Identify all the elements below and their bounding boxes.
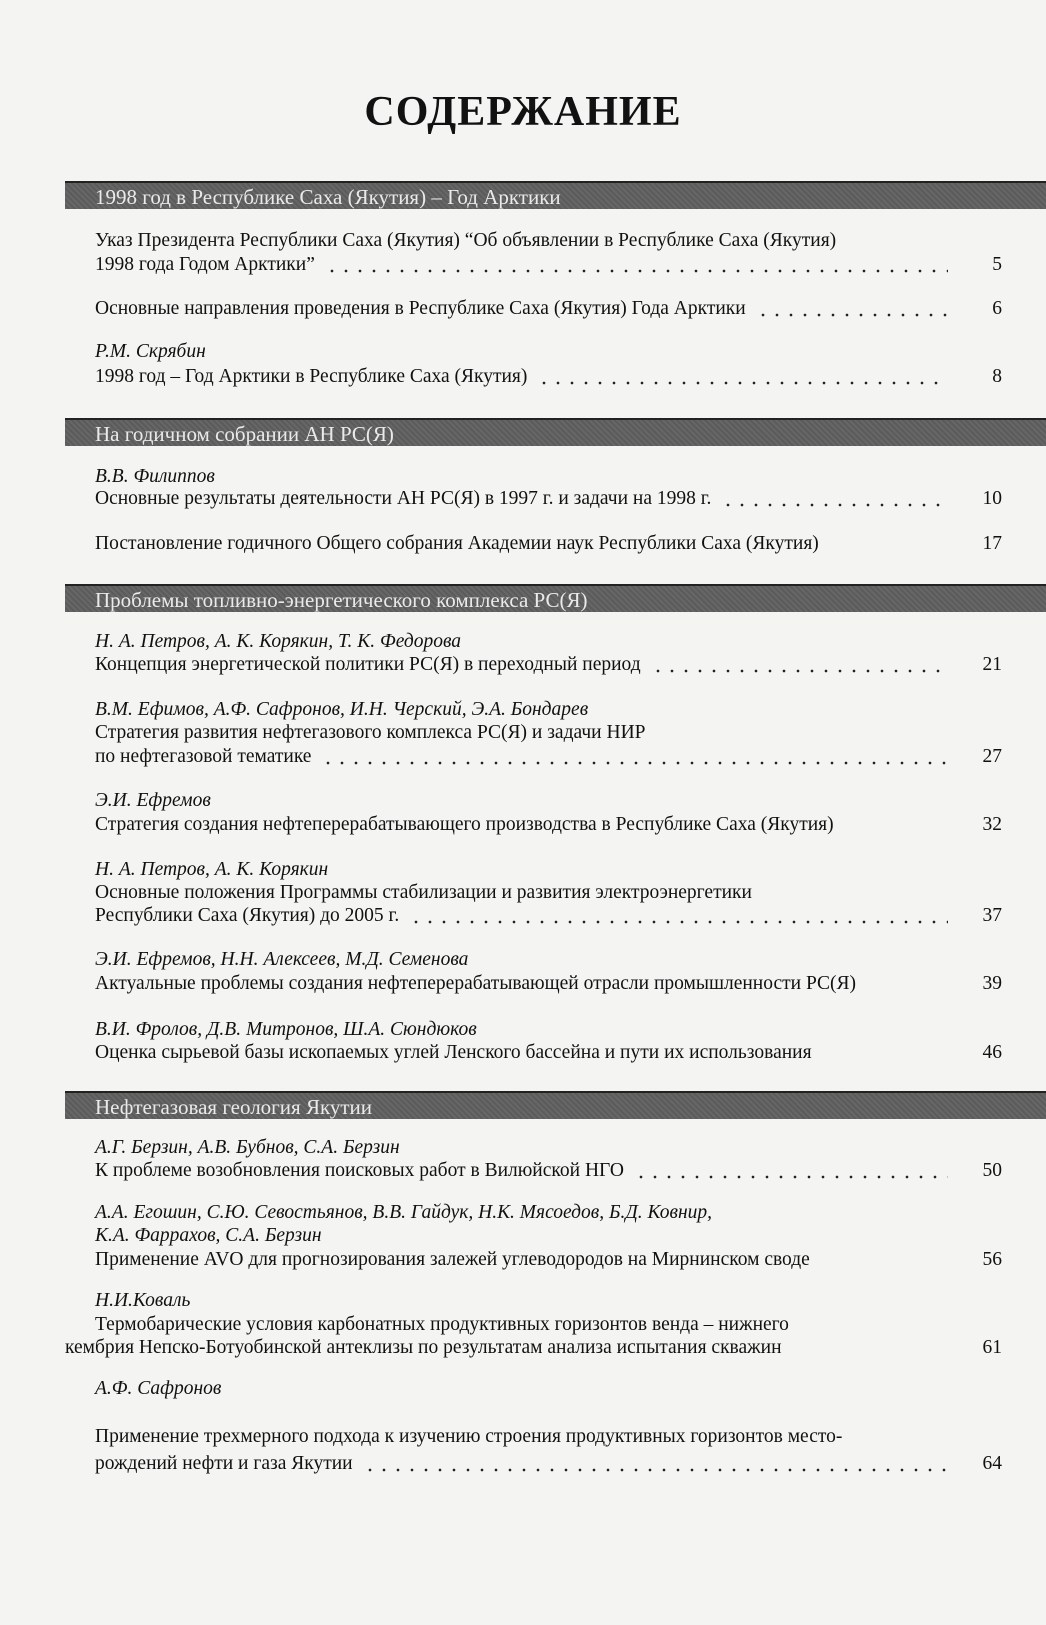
toc-entry-line[interactable]: Основные направления проведения в Республике Саха (Якутия) Года Арктики 6 [95,298,1002,319]
entry-authors: Н. А. Петров, А. К. Корякин, Т. К. Федорова [95,631,462,652]
dot-leader [634,1175,948,1179]
page-number: 39 [982,973,1002,994]
dot-leader [651,669,948,673]
toc-entry-line[interactable]: Постановление годичного Общего собрания Академии наук Республики Саха (Якутия) 17 [95,533,1002,554]
toc-entry-line[interactable]: Концепция энергетической политики РС(Я) в переходный период 21 [95,654,1002,675]
section-header: На годичном собрании АН РС(Я) [65,418,1046,446]
toc-entry-line[interactable]: Применение AVO для прогнозирования залежей углеводородов на Мирнинском своде 56 [95,1249,1002,1270]
page-number: 27 [982,746,1002,767]
section-header: Нефтегазовая геология Якутии [65,1091,1046,1119]
page-title: СОДЕРЖАНИЕ [364,89,682,135]
dot-leader [756,313,948,317]
entry-authors: В.И. Фролов, Д.В. Митронов, Ш.А. Сюндюков [95,1019,477,1040]
page-number: 6 [992,298,1002,319]
toc-entry-line[interactable]: кембрия Непско-Ботуобинской антеклизы по результатам анализа испытания скважин 61 [65,1337,1002,1358]
entry-authors: Н.И.Коваль [95,1290,191,1311]
dot-leader [325,269,948,273]
page-number: 21 [982,654,1002,675]
dot-leader [363,1468,948,1472]
toc-entry-line: Указ Президента Республики Саха (Якутия) “Об объявлении в Республике Саха (Якутия) [95,230,837,251]
toc-entry-line[interactable]: Республики Саха (Якутия) до 2005 г. 37 [95,905,1002,926]
entry-authors: Э.И. Ефремов [95,790,211,811]
toc-entry-line[interactable]: Оценка сырьевой базы ископаемых углей Ленского бассейна и пути их использования 46 [95,1042,1002,1063]
page-number: 32 [982,814,1002,835]
section-header: Проблемы топливно-энергетического комплекса РС(Я) [65,584,1046,612]
page-number: 56 [982,1249,1002,1270]
toc-entry-line: Термобарические условия карбонатных продуктивных горизонтов венда – нижнего [95,1314,789,1335]
page-number: 17 [982,533,1002,554]
toc-entry-line[interactable]: 1998 год – Год Арктики в Республике Саха (Якутия) 8 [95,366,1002,387]
section-header: 1998 год в Республике Саха (Якутия) – Год Арктики [65,181,1046,209]
page-number: 37 [982,905,1002,926]
entry-authors: А.Ф. Сафронов [95,1378,222,1399]
toc-entry-line[interactable]: рождений нефти и газа Якутии 64 [95,1453,1002,1474]
toc-entry-line[interactable]: Основные результаты деятельности АН РС(Я) в 1997 г. и задачи на 1998 г. 10 [95,488,1002,509]
toc-entry-line[interactable]: Стратегия создания нефтеперерабатывающего производства в Республике Саха (Якутия) 32 [95,814,1002,835]
entry-authors: В.В. Филиппов [95,466,215,487]
entry-authors: А.А. Егошин, С.Ю. Севостьянов, В.В. Гайдук, Н.К. Мясоедов, Б.Д. Ковнир, [95,1202,713,1223]
toc-entry-line: Стратегия развития нефтегазового комплекса РС(Я) и задачи НИР [95,722,646,743]
page-number: 5 [992,254,1002,275]
entry-authors: В.М. Ефимов, А.Ф. Сафронов, И.Н. Черский, Э.А. Бондарев [95,699,589,720]
page-number: 10 [982,488,1002,509]
toc-entry-line[interactable]: Актуальные проблемы создания нефтеперерабатывающей отрасли промышленности РС(Я) 39 [95,973,1002,994]
dot-leader [409,920,948,924]
entry-authors: А.Г. Берзин, А.В. Бубнов, С.А. Берзин [95,1137,400,1158]
toc-entry-line: Применение трехмерного подхода к изучению строения продуктивных горизонтов место- [95,1426,843,1447]
page-number: 46 [982,1042,1002,1063]
dot-leader [721,503,948,507]
entry-authors: Н. А. Петров, А. К. Корякин [95,859,329,880]
toc-entry-line[interactable]: по нефтегазовой тематике 27 [95,746,1002,767]
page-number: 50 [982,1160,1002,1181]
toc-entry-line[interactable]: К проблеме возобновления поисковых работ в Вилюйской НГО 50 [95,1160,1002,1181]
page-number: 64 [982,1453,1002,1474]
dot-leader [537,381,948,385]
entry-authors: К.А. Фаррахов, С.А. Берзин [95,1225,322,1246]
entry-authors: Э.И. Ефремов, Н.Н. Алексеев, М.Д. Семенова [95,949,469,970]
dot-leader [321,761,948,765]
page-number: 61 [982,1337,1002,1358]
toc-entry-line: Основные положения Программы стабилизации и развития электроэнергетики [95,882,752,903]
toc-entry-line[interactable]: 1998 года Годом Арктики” 5 [95,254,1002,275]
page-number: 8 [992,366,1002,387]
entry-authors: Р.М. Скрябин [95,341,206,362]
